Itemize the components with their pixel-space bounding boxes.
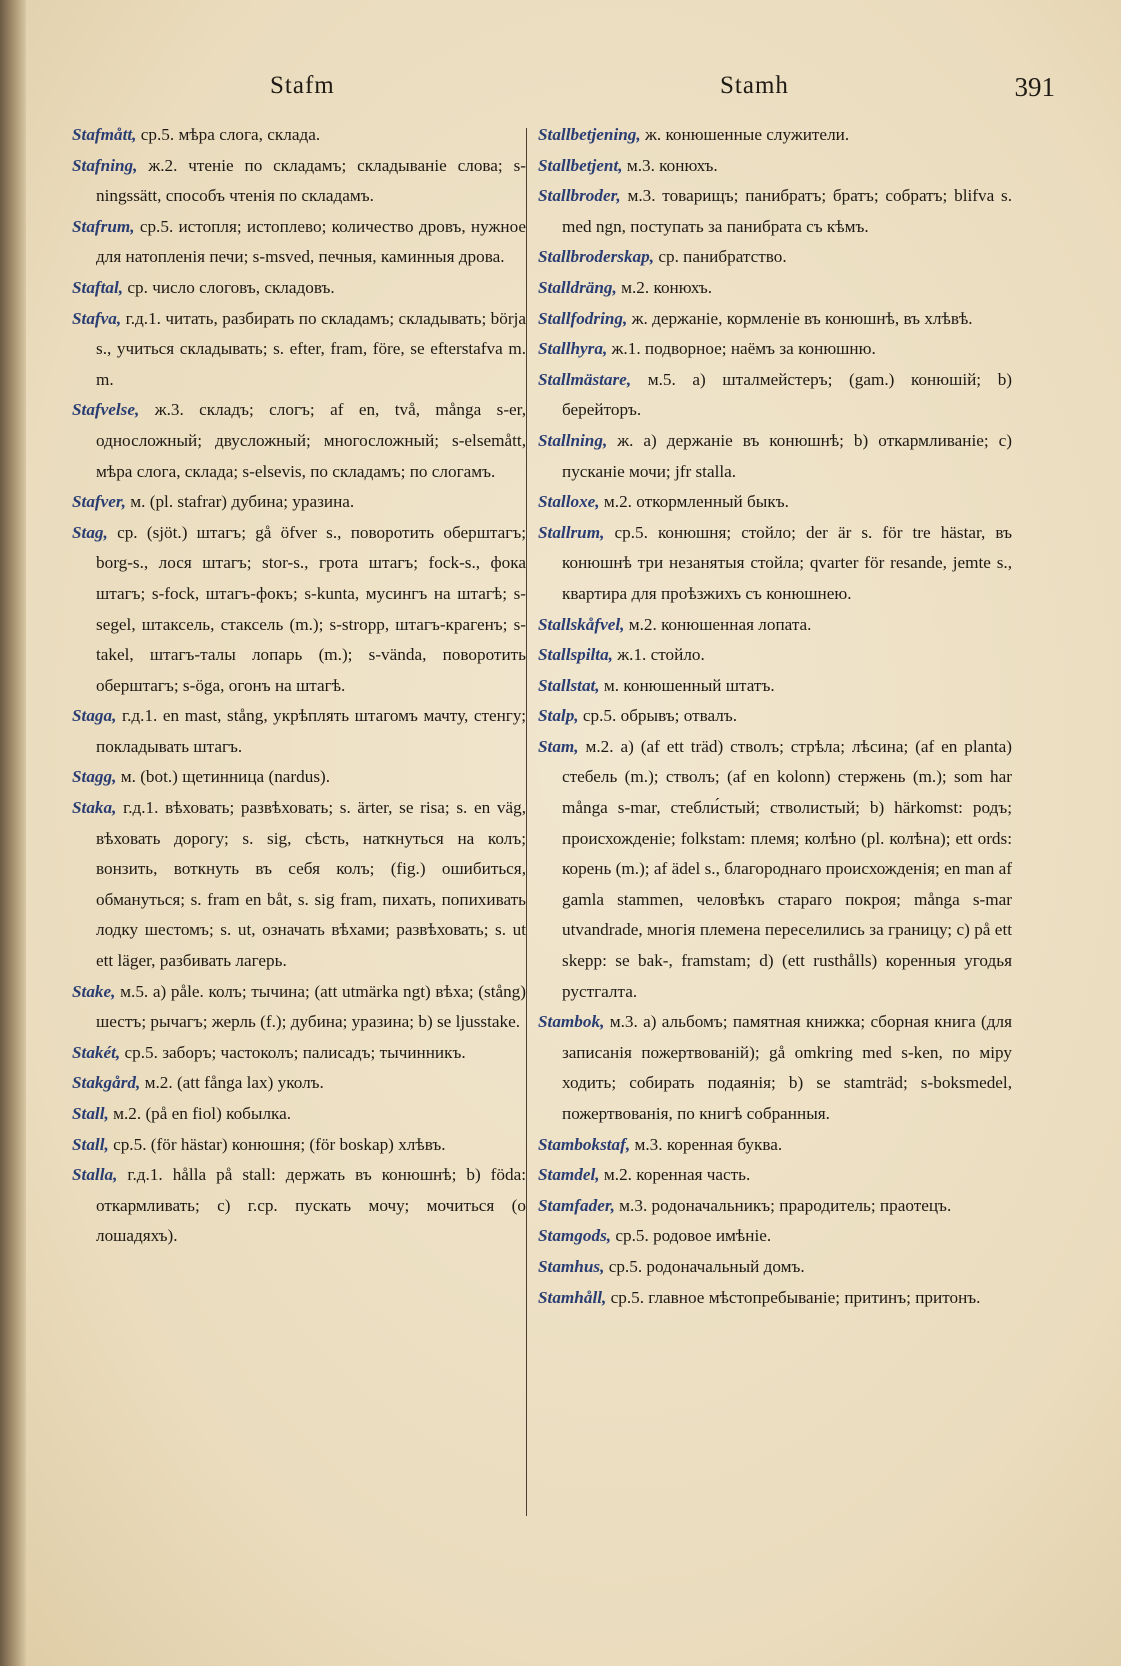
entry-definition: м.3. коренная буква.: [634, 1134, 783, 1154]
entry-headword: Stafvelse,: [72, 400, 140, 420]
dictionary-entry: [538, 1160, 1012, 1191]
column-divider: [526, 128, 527, 1516]
entry-definition: м. (bot.) щетинница (nardus).: [120, 767, 331, 787]
entry-definition: м.2. коренная часть.: [603, 1165, 751, 1185]
dictionary-entry: [538, 610, 1012, 641]
dictionary-entry: [72, 977, 526, 1038]
entry-definition: ср.5. конюшня; стойло; der är s. för tre hästar, въ конюшнѣ три незанятыя стойла; qvarter för resande, jemte s., квартира для проѣзжихъ съ конюшнею.: [562, 522, 1012, 603]
entry-headword: Stambokstaf,: [538, 1134, 631, 1154]
entry-headword: Stallskåfvel,: [538, 614, 625, 634]
entry-headword: Staka,: [72, 798, 117, 818]
left-guide-word: Stafm: [270, 72, 335, 99]
entry-definition: ср.5. родовое имѣніе.: [615, 1226, 772, 1246]
dictionary-entry: [72, 120, 526, 151]
dictionary-entry: [538, 518, 1012, 610]
entry-definition: м.3. a) альбомъ; памятная книжка; сборная книга (для записанія пожертвованій); gå omkring med s-ken, по міру ходить; собирать подаянія; b) se stamträd; s-boksmedel, пожертвованія, по книгѣ собранныя.: [562, 1012, 1012, 1123]
book-spine-shadow: [0, 0, 26, 1666]
dictionary-entry: [72, 518, 526, 702]
entry-headword: Stamgods,: [538, 1226, 612, 1246]
left-column: [72, 120, 526, 1252]
entry-definition: м.2. откормленный быкъ.: [603, 492, 789, 512]
entry-definition: ср.5. главное мѣстопребываніе; притинъ; притонъ.: [610, 1287, 981, 1307]
dictionary-entry: [538, 334, 1012, 365]
dictionary-entry: [538, 1130, 1012, 1161]
entry-definition: м.3. родоначальникъ; прародитель; праотецъ.: [619, 1195, 952, 1215]
entry-definition: ж.2. чтеніе по складамъ; складываніе слова; s-ningssätt, способъ чтенія по складамъ.: [96, 155, 526, 206]
dictionary-entry: [538, 1007, 1012, 1129]
entry-headword: Stamhåll,: [538, 1287, 607, 1307]
entry-headword: Stallbetjent,: [538, 155, 623, 175]
entry-definition: ср.5. (för hästar) конюшня; (för boskap) хлѣвъ.: [113, 1134, 446, 1154]
dictionary-entry: [72, 1160, 526, 1252]
entry-headword: Stallbroder,: [538, 186, 621, 206]
entry-definition: м.2. конюхъ.: [621, 277, 713, 297]
entry-headword: Stallbroderskap,: [538, 247, 655, 267]
entry-definition: ср.5. родоначальный домъ.: [608, 1256, 805, 1276]
entry-definition: м.2. конюшенная лопата.: [628, 614, 812, 634]
entry-headword: Staftal,: [72, 277, 124, 297]
entry-definition: ж.1. стойло.: [617, 645, 705, 665]
dictionary-entry: [538, 151, 1012, 182]
entry-definition: г.д.1. вѣховать; развѣховать; s. ärter, se risa; s. en väg, вѣховать дорогу; s. sig, сѣсть, наткнуться на колъ; вонзить, воткнуть въ себя колъ; (fig.) ошибиться, обмануться; s. fram en båt, s. sig fram, пихать, попихивать лодку шестомъ; s. ut, означать вѣхами; развѣховать; s. ut ett läger, разбивать лагерь.: [96, 798, 526, 971]
entry-definition: ср. число слоговъ, складовъ.: [127, 277, 335, 297]
dictionary-entry: [538, 1191, 1012, 1222]
entry-headword: Stamhus,: [538, 1256, 605, 1276]
entry-definition: г.д.1. читать, разбирать по складамъ; складывать; börja s., учиться складывать; s. efter, fram, före, se efterstafva m. m.: [96, 308, 526, 389]
right-guide-word: Stamh: [720, 72, 789, 99]
page-number: 391: [1014, 72, 1055, 102]
entry-headword: Stamdel,: [538, 1165, 600, 1185]
entry-definition: ж. конюшенные служители.: [644, 125, 850, 144]
dictionary-entry: [538, 1283, 1012, 1314]
entry-definition: ж.3. складъ; слогъ; af en, två, många s-er, односложный; двусложный; многосложный; s-elsemått, мѣра слога, склада; s-elsevis, по складамъ; по слогамъ.: [96, 400, 526, 481]
entry-headword: Stallhyra,: [538, 339, 608, 359]
entry-headword: Stamfader,: [538, 1195, 615, 1215]
entry-definition: ср. (sjöt.) штагъ; gå öfver s., поворотить оберштагъ; borg-s., лося штагъ; stor-s., грота штагъ; fock-s., фока штагъ; s-fock, штагъ-фокъ; s-kunta, мусингъ на штагѣ; s-segel, штаксель, стаксель (m.); s-stropp, штагъ-крагенъ; s-takel, штагъ-талы лопарь (m.); s-vända, поворотить оберштагъ; s-öga, огонъ на штагѣ.: [96, 522, 526, 695]
entry-headword: Stakgård,: [72, 1073, 141, 1093]
dictionary-entry: [72, 395, 526, 487]
entry-definition: ср.5. обрывъ; отвалъ.: [582, 706, 738, 726]
entry-headword: Stake,: [72, 981, 116, 1001]
entry-definition: м.5. a) påle. колъ; тычина; (att utmärka ngt) вѣха; (stång) шестъ; рычагъ; жерль (f.); дубина; уразина; b) se ljusstake.: [96, 981, 527, 1032]
entry-headword: Stafva,: [72, 308, 122, 328]
entry-headword: Stall,: [72, 1104, 109, 1123]
dictionary-entry: [72, 762, 526, 793]
entry-headword: Stafning,: [72, 155, 138, 175]
entry-definition: г.д.1. en mast, stång, укрѣплять штагомъ мачту, стенгу; покладывать штагъ.: [96, 706, 526, 756]
dictionary-entry: [538, 181, 1012, 242]
entry-headword: Stalldräng,: [538, 277, 617, 297]
entry-headword: Stagg,: [72, 767, 117, 787]
dictionary-entry: [72, 701, 526, 762]
entry-headword: Stag,: [72, 522, 108, 542]
entry-headword: Stalp,: [538, 706, 579, 726]
entry-definition: г.д.1. hålla på stall: держать въ конюшнѣ; b) föda: откармливать; c) г.ср. пускать мочу; мочиться (о лошадяхъ).: [96, 1165, 526, 1246]
dictionary-entry: [72, 304, 526, 396]
entry-definition: м.2. a) (af ett träd) стволъ; стрѣла; лѣсина; (af en planta) стебель (m.); стволъ; (af en kolonn) стержень (m.); som har många s-mar, стебли́стый; стволистый; b) härkomst: родъ; происхожденіе; folkstam: племя; колѣно (pl. колѣна); ett ords: корень (m.); af ädel s., благороднаго происхожденія; en man af gamla stammen, человѣкъ стараго покроя; många s-mar utvandrade, многія племена переселились за границу; c) på ett skepp: se bak-, framstam; d) (ett rusthålls) коренныя угодья рустгалта.: [562, 736, 1012, 1001]
dictionary-entry: [538, 242, 1012, 273]
entry-headword: Stall,: [72, 1134, 109, 1154]
dictionary-entry: [538, 732, 1012, 1007]
entry-headword: Stalloxe,: [538, 492, 600, 512]
entry-definition: ж. a) держаніе въ конюшнѣ; b) откармливаніе; c) пусканіе мочи; jfr stalla.: [562, 430, 1013, 481]
entry-headword: Stallstat,: [538, 675, 600, 695]
entry-definition: м.2. (på en fiol) кобылка.: [113, 1104, 292, 1123]
dictionary-entry: [72, 487, 526, 518]
dictionary-entry: [72, 793, 526, 977]
entry-headword: Stafmått,: [72, 125, 137, 144]
entry-definition: м.3. товарищъ; панибратъ; братъ; собратъ; blifva s. med ngn, поступать за панибрата съ кѣмъ.: [562, 186, 1013, 236]
dictionary-entry: [538, 304, 1012, 335]
entry-headword: Stallbetjening,: [538, 125, 641, 144]
dictionary-entry: [72, 151, 526, 212]
dictionary-entry: [538, 487, 1012, 518]
dictionary-entry: [538, 640, 1012, 671]
entry-headword: Stalla,: [72, 1165, 118, 1185]
entry-definition: ср.5. заборъ; частоколъ; палисадъ; тычинникъ.: [124, 1042, 466, 1062]
entry-definition: м.5. a) шталмейстеръ; (gam.) конюшій; b) берейторъ.: [562, 369, 1013, 420]
entry-definition: ср.5. истопля; истоплево; количество дровъ, нужное для натопленія печи; s-msved, печныя, каминныя дрова.: [96, 216, 526, 267]
dictionary-entry: [72, 1130, 526, 1161]
dictionary-entry: [538, 701, 1012, 732]
entry-definition: ср. панибратство.: [658, 247, 787, 267]
dictionary-entry: [72, 273, 526, 304]
entry-definition: ж. держаніе, кормленіе въ конюшнѣ, въ хлѣвѣ.: [631, 308, 973, 328]
entry-definition: ж.1. подворное; наёмъ за конюшню.: [611, 339, 876, 359]
entry-headword: Staga,: [72, 706, 117, 726]
dictionary-entry: [538, 365, 1012, 426]
dictionary-entry: [538, 426, 1012, 487]
dictionary-entry: [538, 671, 1012, 702]
dictionary-entry: [538, 273, 1012, 304]
entry-definition: м.2. (att fånga lax) уколъ.: [144, 1073, 324, 1093]
entry-definition: ср.5. мѣра слога, склада.: [140, 125, 321, 144]
entry-headword: Stallning,: [538, 430, 608, 450]
entry-headword: Stallspilta,: [538, 645, 613, 665]
entry-headword: Stambok,: [538, 1012, 605, 1032]
entry-headword: Stafver,: [72, 492, 126, 512]
entry-headword: Stakét,: [72, 1042, 121, 1062]
dictionary-entry: [72, 1038, 526, 1069]
entry-definition: м. конюшенный штатъ.: [603, 675, 775, 695]
dictionary-entry: [538, 1252, 1012, 1283]
dictionary-entry: [538, 120, 1012, 151]
dictionary-entry: [538, 1221, 1012, 1252]
entry-headword: Stallrum,: [538, 522, 605, 542]
page-header: [72, 72, 1055, 112]
dictionary-entry: [72, 1068, 526, 1099]
entry-headword: Stafrum,: [72, 216, 135, 236]
right-column: [538, 120, 1012, 1313]
dictionary-entry: [72, 212, 526, 273]
entry-headword: Stam,: [538, 736, 579, 756]
dictionary-entry: [72, 1099, 526, 1130]
entry-headword: Stallfodring,: [538, 308, 628, 328]
entry-headword: Stallmästare,: [538, 369, 632, 389]
entry-definition: м.3. конюхъ.: [626, 155, 718, 175]
entry-definition: м. (pl. stafrar) дубина; уразина.: [130, 492, 355, 512]
